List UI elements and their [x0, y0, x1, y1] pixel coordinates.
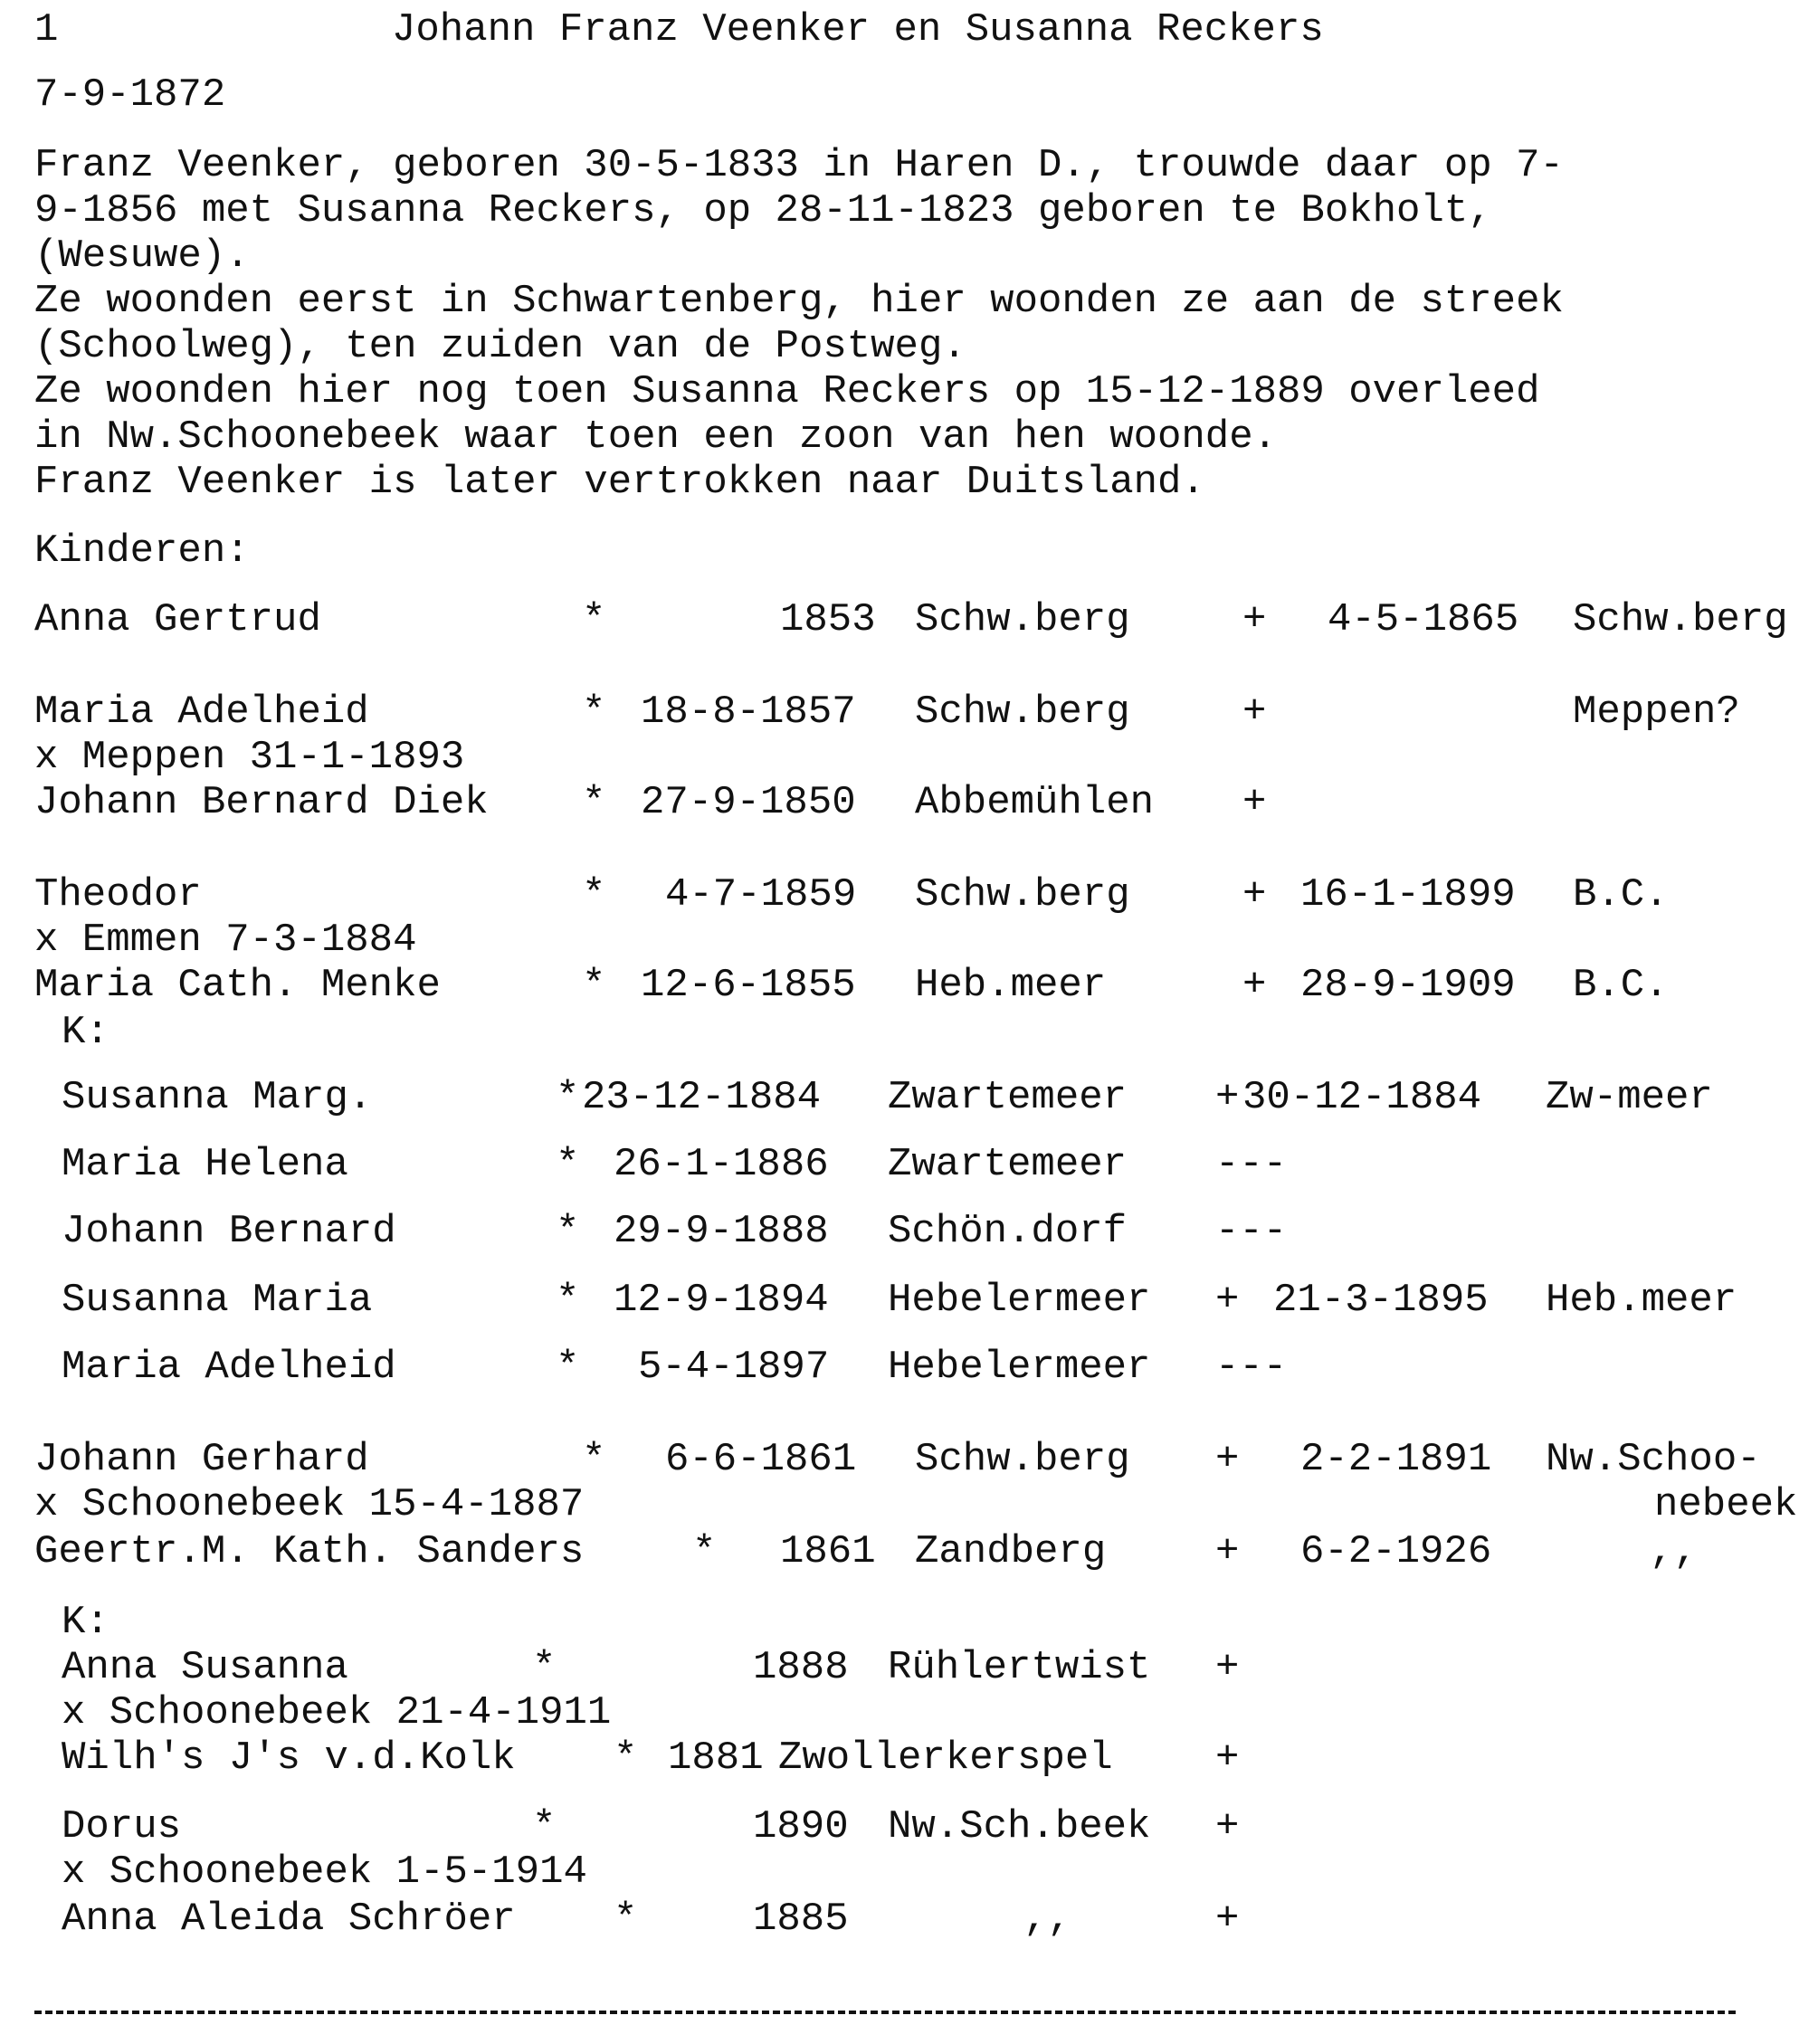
birth-date: 29-9-1888	[614, 1209, 829, 1254]
birth-mark: *	[614, 1735, 638, 1781]
intro-line: in Nw.Schoonebeek waar toen een zoon van hen woonde.	[34, 414, 1278, 460]
birth-place: ,,	[1023, 1897, 1071, 1942]
death-place: Zw-meer	[1546, 1075, 1713, 1120]
birth-place: Schw.berg	[915, 597, 1130, 642]
child-name: Maria Adelheid	[34, 689, 369, 735]
k-label: K:	[62, 1600, 109, 1645]
birth-date: 27-9-1850	[641, 780, 856, 825]
birth-place: Schw.berg	[915, 872, 1130, 917]
grandchild-name: Dorus	[62, 1804, 182, 1849]
birth-date: 1881	[668, 1735, 764, 1781]
place-continuation: nebeek	[1654, 1482, 1798, 1527]
spouse-name: Maria Cath. Menke	[34, 963, 441, 1008]
birth-place: Abbemühlen	[915, 780, 1155, 825]
birth-mark: *	[556, 1142, 580, 1187]
death-mark: +	[1215, 1437, 1240, 1482]
birth-mark: *	[614, 1897, 638, 1942]
death-mark: +	[1215, 1529, 1240, 1574]
birth-date: 6-6-1861	[665, 1437, 857, 1482]
intro-line: Franz Veenker, geboren 30-5-1833 in Haren D., trouwde daar op 7-	[34, 143, 1564, 188]
birth-mark: *	[582, 780, 606, 825]
birth-mark: *	[582, 597, 606, 642]
death-mark: +	[1242, 689, 1267, 735]
birth-date: 1885	[753, 1897, 849, 1942]
death-date: 4-5-1865	[1328, 597, 1519, 642]
death-date: 6-2-1926	[1300, 1529, 1492, 1574]
grandchild-name: Maria Helena	[62, 1142, 348, 1187]
birth-place: Hebelermeer	[888, 1345, 1151, 1390]
death-place: B.C.	[1573, 872, 1669, 917]
intro-line: Ze woonden hier nog toen Susanna Reckers op 15-12-1889 overleed	[34, 369, 1540, 414]
death-date: 30-12-1884	[1242, 1075, 1482, 1120]
spouse-name: Anna Aleida Schröer	[62, 1897, 516, 1942]
child-name: Theodor	[34, 872, 202, 917]
death-place: ,,	[1650, 1529, 1698, 1574]
intro-line: (Wesuwe).	[34, 233, 250, 279]
marriage-line: x Emmen 7-3-1884	[34, 917, 417, 963]
birth-mark: *	[532, 1645, 557, 1690]
death-mark: +	[1215, 1645, 1240, 1690]
death-date: 28-9-1909	[1300, 963, 1516, 1008]
marriage-line: x Schoonebeek 1-5-1914	[62, 1849, 587, 1895]
death-mark: +	[1242, 597, 1267, 642]
birth-place: Zwartemeer	[888, 1075, 1128, 1120]
birth-place: Zwollerkerspel	[778, 1735, 1113, 1781]
birth-place: Nw.Sch.beek	[888, 1804, 1151, 1849]
death-mark: +	[1242, 780, 1267, 825]
birth-mark: *	[582, 963, 606, 1008]
death-mark: ---	[1215, 1209, 1288, 1254]
record-number: 1	[34, 7, 59, 52]
birth-date: 12-6-1855	[641, 963, 856, 1008]
birth-mark: *	[556, 1278, 580, 1323]
dashed-separator	[34, 2011, 1736, 2014]
death-date: 21-3-1895	[1273, 1278, 1489, 1323]
birth-mark: *	[556, 1075, 580, 1120]
birth-mark: *	[532, 1804, 557, 1849]
birth-date: 4-7-1859	[665, 872, 857, 917]
intro-line: 9-1856 met Susanna Reckers, op 28-11-1823 geboren te Bokholt,	[34, 188, 1492, 233]
intro-line: Franz Veenker is later vertrokken naar Duitsland.	[34, 460, 1205, 505]
marriage-line: x Schoonebeek 21-4-1911	[62, 1690, 612, 1735]
birth-place: Schön.dorf	[888, 1209, 1128, 1254]
birth-place: Heb.meer	[915, 963, 1107, 1008]
death-mark: ---	[1215, 1142, 1288, 1187]
death-mark: +	[1215, 1897, 1240, 1942]
intro-line: (Schoolweg), ten zuiden van de Postweg.	[34, 324, 966, 369]
k-label: K:	[62, 1010, 109, 1055]
death-mark: ---	[1215, 1345, 1288, 1390]
grandchild-name: Johann Bernard	[62, 1209, 396, 1254]
birth-mark: *	[556, 1209, 580, 1254]
birth-mark: *	[582, 689, 606, 735]
death-mark: +	[1242, 963, 1267, 1008]
death-mark: +	[1215, 1075, 1240, 1120]
birth-date: 1888	[753, 1645, 849, 1690]
birth-date: 1890	[753, 1804, 849, 1849]
spouse-name: Johann Bernard Diek	[34, 780, 489, 825]
child-name: Anna Gertrud	[34, 597, 321, 642]
birth-mark: *	[556, 1345, 580, 1390]
birth-place: Hebelermeer	[888, 1278, 1151, 1323]
birth-place: Rühlertwist	[888, 1645, 1151, 1690]
marriage-line: x Schoonebeek 15-4-1887	[34, 1482, 585, 1527]
birth-mark: *	[582, 872, 606, 917]
death-mark: +	[1215, 1278, 1240, 1323]
marriage-line: x Meppen 31-1-1893	[34, 735, 465, 780]
death-place: Heb.meer	[1546, 1278, 1737, 1323]
grandchild-name: Susanna Maria	[62, 1278, 373, 1323]
death-place: B.C.	[1573, 963, 1669, 1008]
spouse-name: Geertr.M. Kath. Sanders	[34, 1529, 585, 1574]
death-date: 16-1-1899	[1300, 872, 1516, 917]
birth-mark: *	[692, 1529, 717, 1574]
spouse-name: Wilh's J's v.d.Kolk	[62, 1735, 516, 1781]
birth-date: 23-12-1884	[582, 1075, 822, 1120]
kinderen-label: Kinderen:	[34, 528, 250, 574]
record-date: 7-9-1872	[34, 72, 226, 118]
birth-date: 18-8-1857	[641, 689, 856, 735]
death-date: 2-2-1891	[1300, 1437, 1492, 1482]
birth-place: Zandberg	[915, 1529, 1107, 1574]
death-place: Schw.berg	[1573, 597, 1788, 642]
death-mark: +	[1242, 872, 1267, 917]
death-place: Meppen?	[1573, 689, 1740, 735]
birth-date: 1861	[780, 1529, 876, 1574]
birth-place: Schw.berg	[915, 689, 1130, 735]
grandchild-name: Susanna Marg.	[62, 1075, 373, 1120]
page-title: Johann Franz Veenker en Susanna Reckers	[392, 7, 1324, 52]
birth-date: 5-4-1897	[638, 1345, 830, 1390]
grandchild-name: Maria Adelheid	[62, 1345, 396, 1390]
grandchild-name: Anna Susanna	[62, 1645, 348, 1690]
birth-date: 12-9-1894	[614, 1278, 829, 1323]
intro-line: Ze woonden eerst in Schwartenberg, hier woonden ze aan de streek	[34, 279, 1564, 324]
birth-date: 26-1-1886	[614, 1142, 829, 1187]
child-name: Johann Gerhard	[34, 1437, 369, 1482]
birth-place: Zwartemeer	[888, 1142, 1128, 1187]
birth-mark: *	[582, 1437, 606, 1482]
birth-place: Schw.berg	[915, 1437, 1130, 1482]
death-mark: +	[1215, 1735, 1240, 1781]
death-mark: +	[1215, 1804, 1240, 1849]
birth-date: 1853	[780, 597, 876, 642]
death-place: Nw.Schoo-	[1546, 1437, 1761, 1482]
